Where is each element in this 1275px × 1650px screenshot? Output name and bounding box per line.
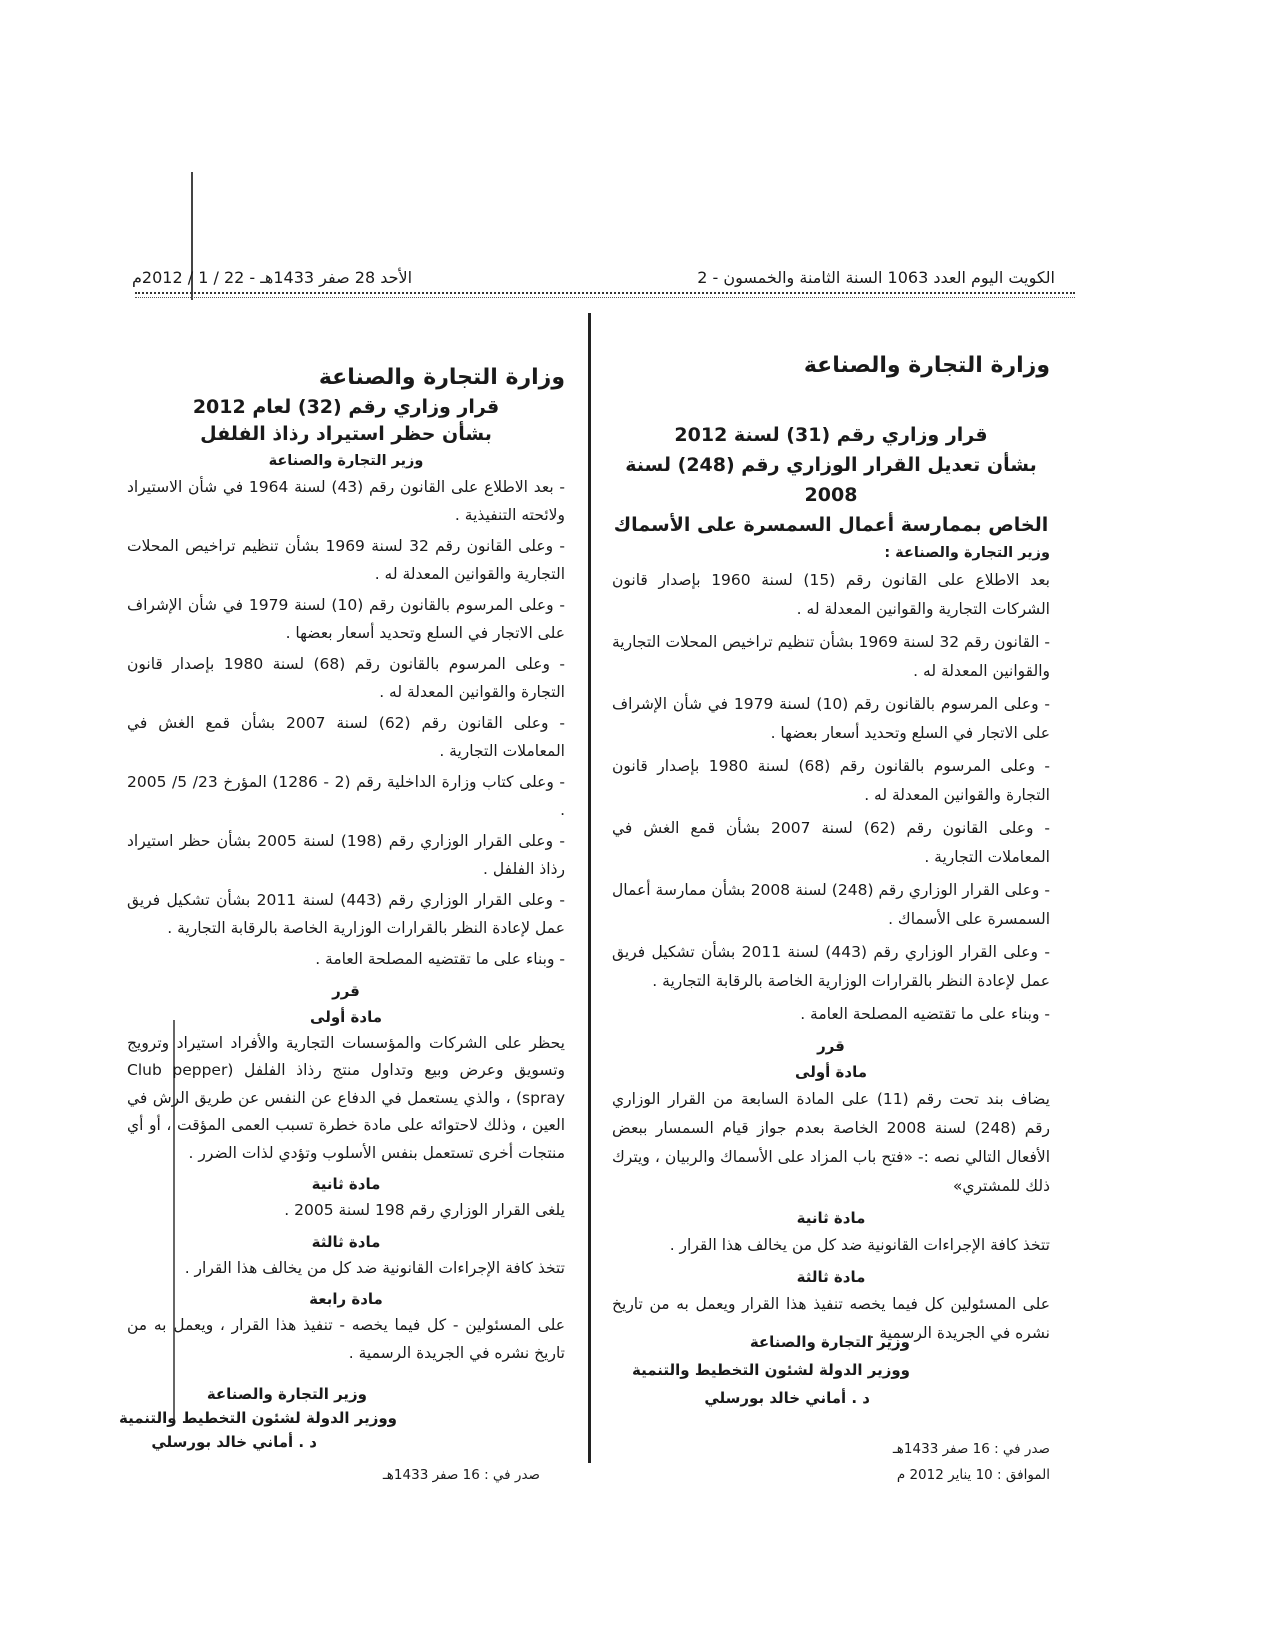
article-text: تتخذ كافة الإجراءات القانونية ضد كل من يخالف هذا القرار . (669, 1236, 1050, 1254)
article-title: مادة أولى (310, 1007, 382, 1026)
article-title: مادة رابعة (309, 1290, 383, 1308)
ministry-heading: وزارة التجارة والصناعة (318, 365, 565, 390)
recital: - وعلى القانون رقم 32 لسنة 1969 بشأن تنظيم تراخيص المحلات التجارية والقوانين المعدلة له . (127, 537, 565, 583)
ministry-heading: وزارة التجارة والصناعة (803, 353, 1050, 378)
signatory-title: وزير التجارة والصناعة (206, 1385, 367, 1403)
article-title: مادة أولى (795, 1063, 867, 1081)
recital: - وعلى القرار الوزاري رقم (198) لسنة 2005 بشأن حظر استيراد رذاذ الفلفل . (127, 832, 565, 878)
left-column (127, 364, 565, 1371)
decree-title: قرار وزاري رقم (31) لسنة 2012 (674, 424, 988, 446)
signatory-name: د . أماني خالد بورسلي (151, 1433, 317, 1451)
header-left: الأحد 28 صفر 1433هـ - 22 / 1 / 2012م (132, 268, 413, 287)
recital: - وبناء على ما تقتضيه المصلحة العامة . (800, 1005, 1050, 1023)
signatory-name: د . أماني خالد بورسلي (704, 1389, 870, 1407)
decided-heading: قرر (332, 981, 360, 1000)
article-text: يحظر على الشركات والمؤسسات التجارية والأفراد استيراد وترويج وتسويق وعرض وبيع وتداول منتج رذاذ الفلفل (Club pepper spray) ، والذي يستعمل في الدفاع عن النفس عن طريق الرش في العين ، وذلك لاحتوائه على مادة خطرة تسبب العمى المؤقت ، أو أي منتجات أخرى تستعمل بنفس الأسلوب وتؤدي لذات الضرر . (127, 1033, 565, 1162)
issue-date: صدر في : 16 صفر 1433هـ (382, 1467, 540, 1483)
column-divider (588, 313, 591, 1463)
signatory-title-2: ووزير الدولة لشئون التخطيط والتنمية (119, 1409, 397, 1427)
recital: - القانون رقم 32 لسنة 1969 بشأن تنظيم تراخيص المحلات التجارية والقوانين المعدلة له . (612, 633, 1050, 680)
header-rule-2 (135, 297, 1075, 298)
decree-title: قرار وزاري رقم (32) لعام 2012 (192, 396, 500, 418)
article-text: على المسئولين - كل فيما يخصه - تنفيذ هذا القرار ، ويعمل به من تاريخ نشره في الجريدة الرسمية . (127, 1316, 565, 1362)
decree-subtitle: بشأن تعديل القرار الوزاري رقم (248) لسنة 2008 (625, 454, 1037, 506)
recital: - وعلى المرسوم بالقانون رقم (10) لسنة 1979 في شأن الإشراف على الاتجار في السلع وتحديد أسعار بعضها . (127, 596, 565, 642)
recital: - وعلى القرار الوزاري رقم (443) لسنة 2011 بشأن تشكيل فريق عمل لإعادة النظر بالقرارات الوزارية الخاصة بالرقابة التجارية . (127, 891, 565, 937)
article-title: مادة ثانية (796, 1209, 866, 1227)
recital: - وعلى المرسوم بالقانون رقم (68) لسنة 1980 بإصدار قانون التجارة والقوانين المعدلة له . (127, 655, 565, 701)
issuer: وزير التجارة والصناعة (268, 453, 424, 469)
recital: بعد الاطلاع على القانون رقم (15) لسنة 1960 بإصدار قانون الشركات التجارية والقوانين المعدلة له . (612, 571, 1050, 618)
recital: - وعلى المرسوم بالقانون رقم (68) لسنة 1980 بإصدار قانون التجارة والقوانين المعدلة له . (612, 757, 1050, 804)
article-text: يلغى القرار الوزاري رقم 198 لسنة 2005 . (284, 1201, 565, 1219)
recital: - وعلى كتاب وزارة الداخلية رقم (2 - 1286) المؤرخ 23/ 5/ 2005 . (127, 773, 566, 819)
right-issue-info (893, 1436, 1050, 1488)
article-title: مادة ثالثة (311, 1232, 381, 1251)
right-signature (632, 1328, 910, 1412)
recital: - وعلى القانون رقم (62) لسنة 2007 بشأن قمع الغش في المعاملات التجارية . (127, 714, 566, 760)
recital: - وعلى القرار الوزاري رقم (443) لسنة 2011 بشأن تشكيل فريق عمل لإعادة النظر بالقرارات الوزارية الخاصة بالرقابة التجارية . (612, 943, 1050, 990)
right-column (612, 352, 1050, 1352)
decided-heading: قرر (817, 1037, 845, 1055)
recital: - وعلى القرار الوزاري رقم (248) لسنة 2008 بشأن ممارسة أعمال السمسرة على الأسماك . (612, 881, 1050, 928)
article-text: على المسئولين كل فيما يخصه تنفيذ هذا القرار ويعمل به من تاريخ نشره في الجريدة الرسمية . (612, 1295, 1050, 1342)
signatory-title-2: ووزير الدولة لشئون التخطيط والتنمية (632, 1361, 910, 1379)
decree-subtitle: بشأن حظر استيراد رذاذ الفلفل (200, 423, 492, 445)
article-title: مادة ثالثة (796, 1268, 866, 1286)
recital: - بعد الاطلاع على القانون رقم (43) لسنة 1964 في شأن الاستيراد ولائحته التنفيذية . (127, 478, 565, 524)
decree-subtitle-2: الخاص بممارسة أعمال السمسرة على الأسماك (613, 514, 1049, 536)
article-text: تتخذ كافة الإجراءات القانونية ضد كل من يخالف هذا القرار . (184, 1258, 565, 1277)
header-rule (135, 292, 1075, 294)
article-text: يضاف بند تحت رقم (11) على المادة السابعة من القرار الوزاري رقم (248) لسنة 2008 الخاصة بعدم جواز قيام السمسار ببعض الأفعال التالي نصه :- «فتح باب المزاد على الأسماك والربيان ، ويترك ذلك للمشتري» (612, 1090, 1050, 1195)
signatory-title: وزير التجارة والصناعة (749, 1333, 910, 1351)
recital: - وبناء على ما تقتضيه المصلحة العامة . (315, 950, 565, 968)
header-right: الكويت اليوم العدد 1063 السنة الثامنة والخمسون - 2 (697, 268, 1055, 287)
recital: - وعلى القانون رقم (62) لسنة 2007 بشأن قمع الغش في المعاملات التجارية . (612, 819, 1051, 866)
issuer: وزير التجارة والصناعة : (884, 545, 1050, 561)
left-signature (119, 1382, 397, 1454)
recital: - وعلى المرسوم بالقانون رقم (10) لسنة 1979 في شأن الإشراف على الاتجار في السلع وتحديد أسعار بعضها . (612, 695, 1050, 742)
corresponding-date: الموافق : 10 يناير 2012 م (896, 1467, 1050, 1483)
article-title: مادة ثانية (311, 1175, 381, 1193)
left-issue-info (383, 1462, 540, 1488)
issue-date: صدر في : 16 صفر 1433هـ (892, 1441, 1050, 1457)
